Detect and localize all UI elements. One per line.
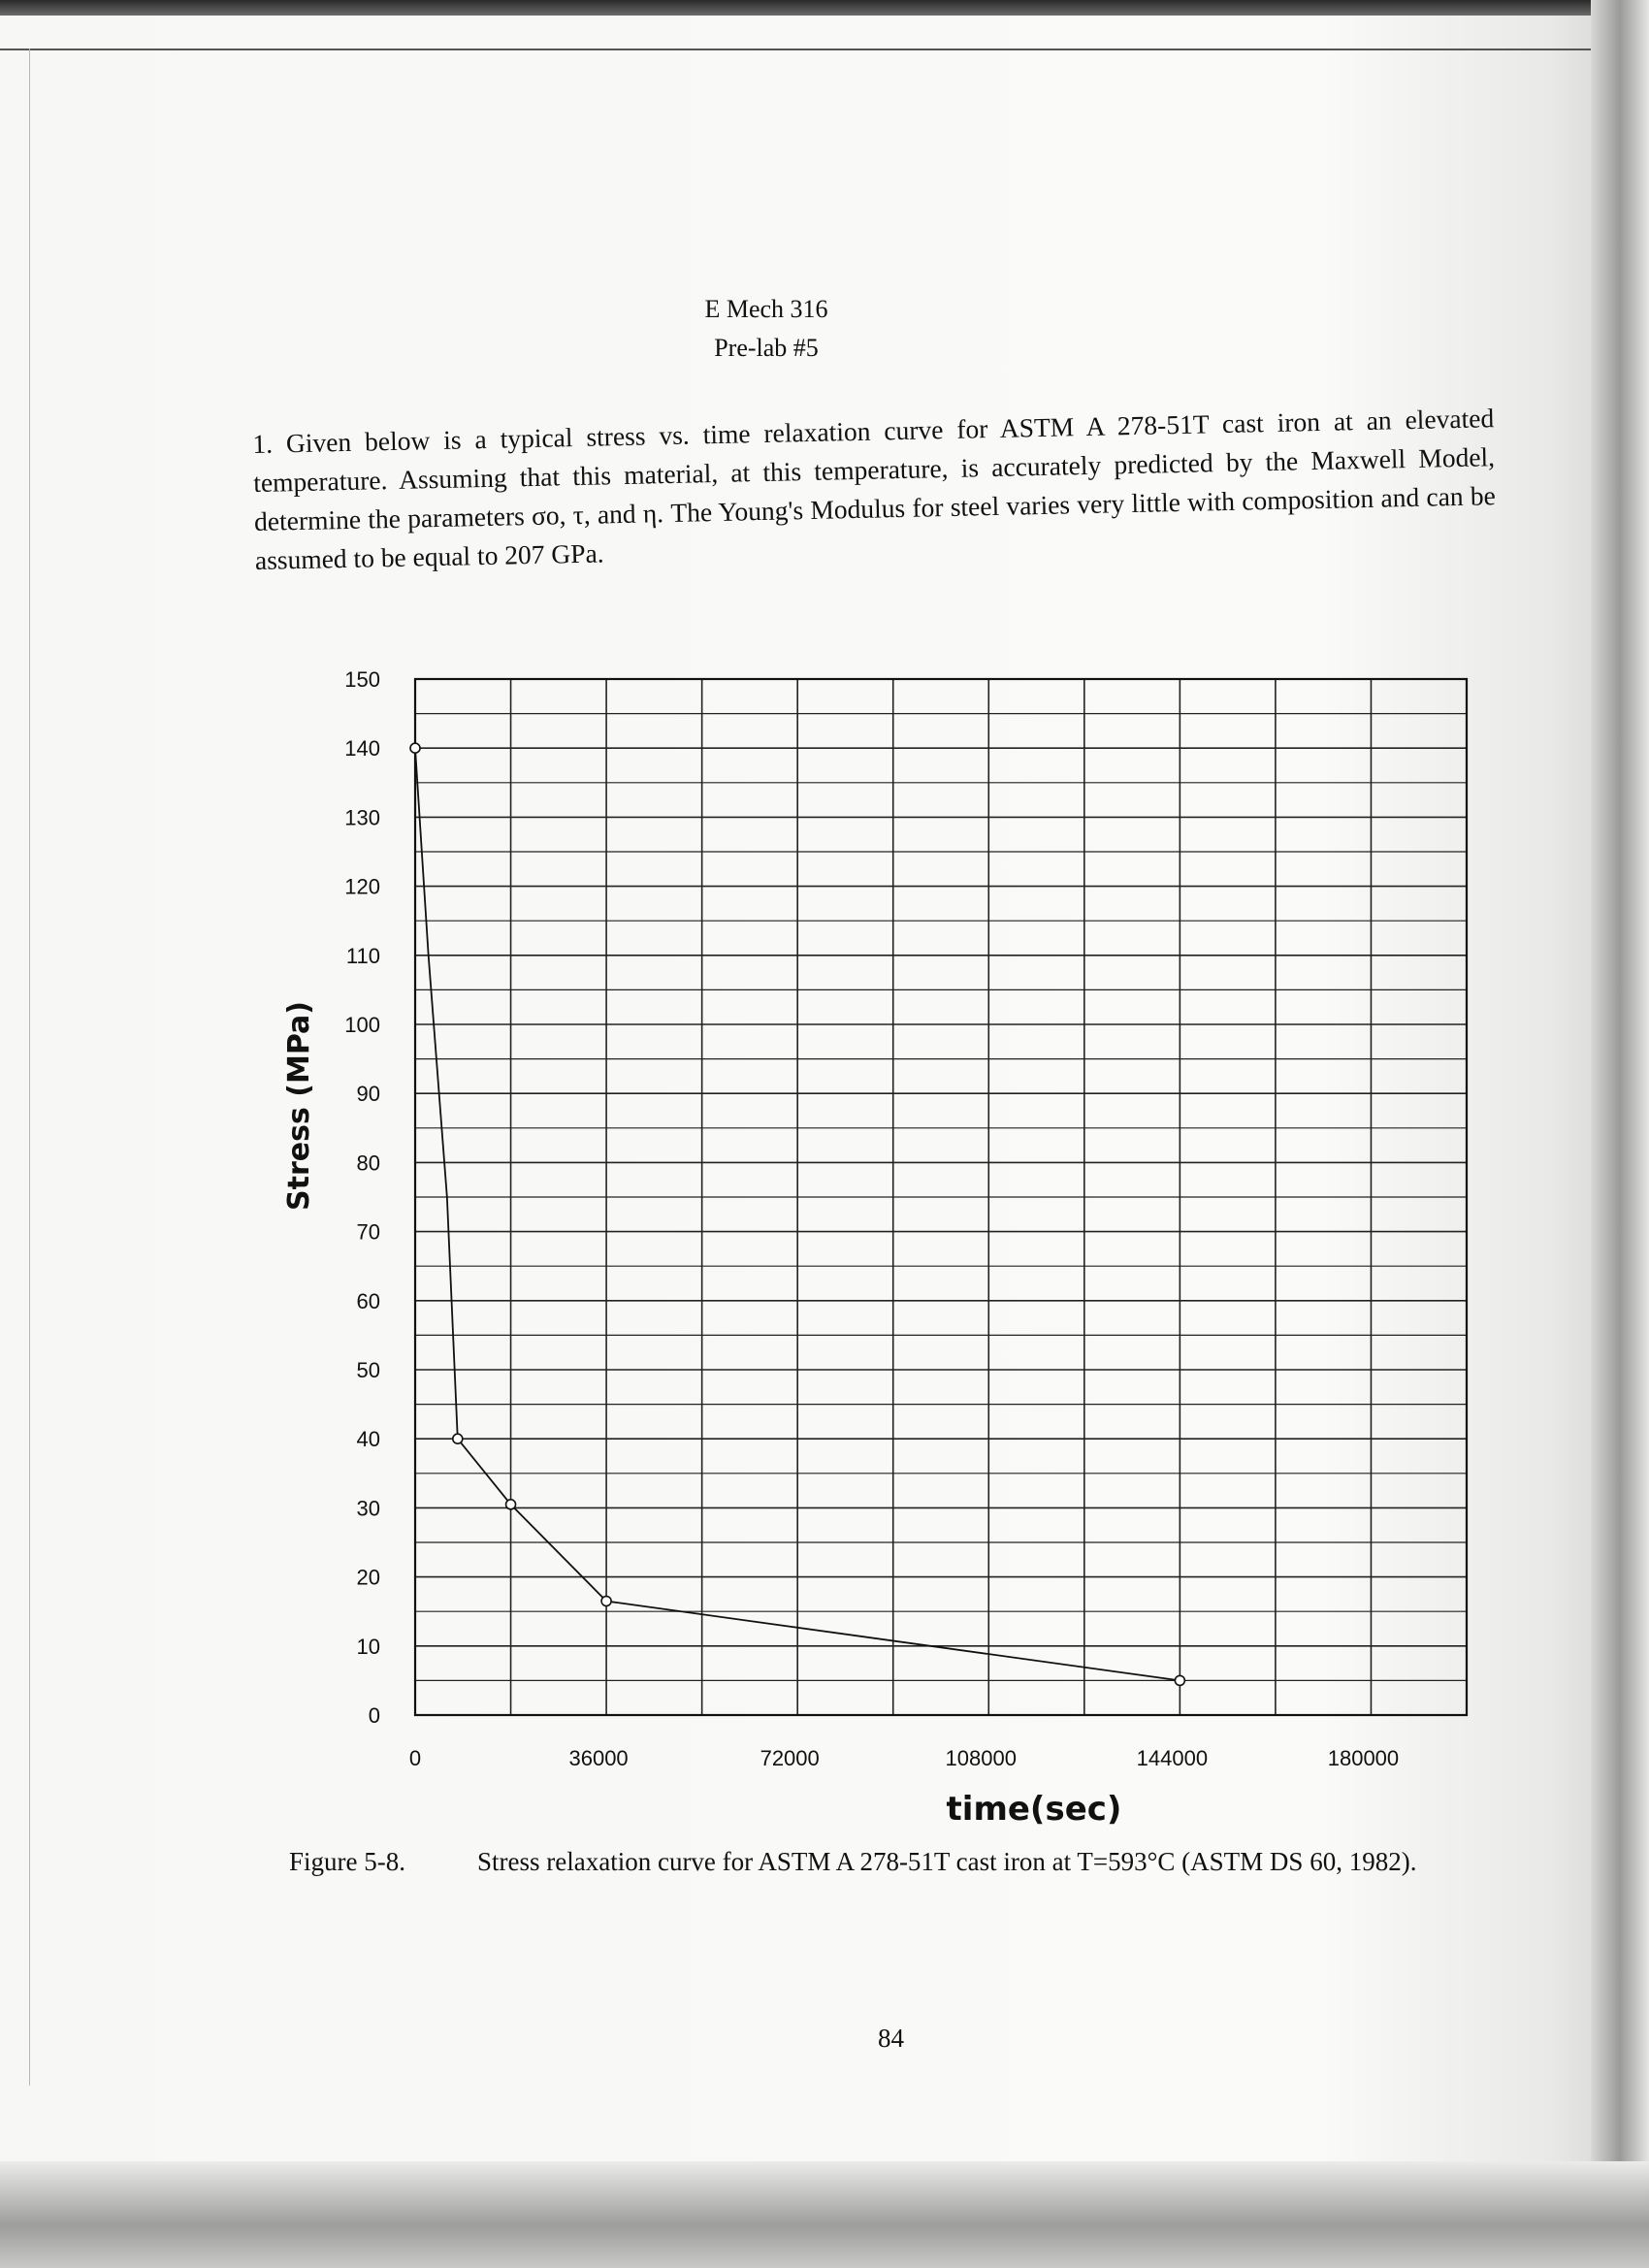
y-tick-label: 0 (368, 1703, 380, 1728)
y-tick-label: 110 (345, 943, 380, 968)
data-point (1175, 1675, 1184, 1685)
y-tick-label: 130 (344, 805, 380, 830)
y-tick-label: 100 (344, 1013, 380, 1037)
course-title: E Mech 316 (704, 295, 828, 323)
x-tick-label: 0 (408, 1746, 422, 1770)
page-number: 84 (878, 2024, 904, 2053)
y-tick-label: 60 (356, 1288, 380, 1313)
y-tick-label: 70 (356, 1219, 380, 1245)
x-tick-label: 144000 (1136, 1746, 1209, 1770)
x-tick-label: 72000 (760, 1746, 820, 1770)
y-tick-label: 80 (356, 1150, 380, 1176)
data-point (410, 743, 420, 753)
y-tick-label: 90 (356, 1082, 380, 1107)
y-tick-label: 150 (344, 667, 380, 692)
x-tick-label: 108000 (945, 1746, 1017, 1770)
y-axis-title: Stress (MPa) (282, 1001, 316, 1211)
x-tick-label: 180000 (1327, 1746, 1400, 1770)
data-point (453, 1434, 463, 1443)
y-tick-label: 140 (344, 736, 380, 761)
data-point (601, 1597, 611, 1606)
question-text: 1. Given below is a typical stress vs. time relaxation curve for ASTM A 278-51T cast iron at an elevated temperature. Assuming that this material, at this temperature, is accurately predicted by the Maxwell Model, determine the parameters σo, τ, and η. The Young's Modulus for steel varies very little with composition and can be assumed to be equal to 207 GPa. (252, 403, 1497, 575)
y-tick-label: 10 (356, 1634, 380, 1659)
y-tick-label: 20 (356, 1565, 380, 1590)
figure-label: Figure 5-8. (289, 1847, 405, 1876)
y-tick-label: 30 (356, 1496, 380, 1521)
y-tick-label: 50 (356, 1358, 380, 1382)
x-axis-title: time(sec) (946, 1790, 1122, 1829)
chart-grid (415, 679, 1467, 1715)
data-point (506, 1500, 516, 1509)
figure-caption: Stress relaxation curve for ASTM A 278-51T cast iron at T=593°C (ASTM DS 60, 1982). (477, 1847, 1417, 1876)
y-tick-label: 120 (344, 874, 380, 899)
y-tick-label: 40 (356, 1427, 380, 1452)
prelab-title: Pre-lab #5 (714, 334, 819, 362)
x-tick-label: 36000 (568, 1746, 629, 1770)
